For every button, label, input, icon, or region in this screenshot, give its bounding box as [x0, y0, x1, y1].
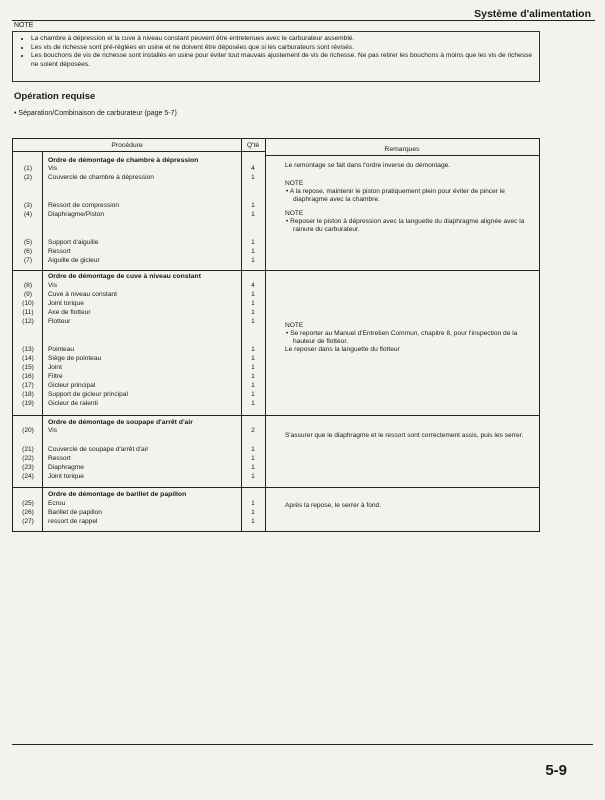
group-remarks — [285, 322, 537, 360]
row-qty: 1 — [251, 202, 255, 209]
row-label: Vis — [48, 427, 58, 434]
row-number: (19) — [22, 400, 34, 407]
row-qty: 1 — [251, 391, 255, 398]
row-label: Couvercle de chambre à dépression — [48, 174, 154, 181]
remark-text: S'assurer que le diaphragme et le ressort sont correctement assis, puis les serrer. — [285, 432, 524, 439]
row-qty: 1 — [251, 239, 255, 246]
operation-text: Séparation/Combinaison de carburateur (page 5-7) — [18, 110, 177, 117]
remark-note-label: NOTE — [285, 210, 304, 217]
table-row — [13, 473, 539, 481]
table-row — [13, 400, 539, 408]
row-label: ressort de rappel — [48, 518, 98, 525]
row-number: (17) — [22, 382, 34, 389]
row-qty: 1 — [251, 355, 255, 362]
bottom-rule — [12, 744, 593, 745]
row-qty: 1 — [251, 400, 255, 407]
group-title: Ordre de démontage de cuve à niveau constant — [48, 273, 201, 280]
row-label: Ressort — [48, 248, 71, 255]
row-number: (26) — [22, 509, 34, 516]
note-label: NOTE — [14, 22, 34, 29]
header-rule — [12, 20, 595, 21]
row-qty: 1 — [251, 309, 255, 316]
row-qty: 1 — [251, 446, 255, 453]
column-header-procedure: Procédure — [111, 142, 143, 149]
row-qty: 1 — [251, 455, 255, 462]
table-row — [13, 364, 539, 372]
row-number: (18) — [22, 391, 34, 398]
note-item: • Les bouchons de vis de richesse sont installés en usine pour éviter tout mauvais ajustement de vis de richesse. Ne pas retirer les bouchons à moins que les vis de richesse ne soient déposées. — [31, 52, 533, 69]
table-row — [13, 300, 539, 308]
row-label: Vis — [48, 282, 58, 289]
table-row — [13, 391, 539, 399]
remark-text: Le reposer dans la languette du flotteur — [285, 346, 400, 353]
row-number: (14) — [22, 355, 34, 362]
row-number: (7) — [23, 257, 33, 264]
row-qty: 1 — [251, 174, 255, 181]
table-row — [13, 518, 539, 526]
group-divider — [13, 415, 539, 416]
row-qty: 1 — [251, 211, 255, 218]
row-qty: 1 — [251, 500, 255, 507]
row-number: (2) — [23, 174, 33, 181]
note-box — [12, 31, 540, 82]
remark-note: • A la repose, maintenir le piston pratiquement plein pour éviter de pincer le diaphragme avec la chambre. — [286, 188, 505, 203]
row-label: Support de gicleur principal — [48, 391, 128, 398]
row-number: (13) — [22, 346, 34, 353]
table-row — [13, 464, 539, 472]
row-qty: 1 — [251, 382, 255, 389]
note-item: • Les vis de richesse sont pré-réglées en usine et ne doivent être déposées que si les carburateurs sont révisés. — [31, 44, 533, 53]
row-number: (16) — [22, 373, 34, 380]
row-qty: 1 — [251, 518, 255, 525]
row-label: Pointeau — [48, 346, 75, 353]
row-number: (9) — [23, 291, 33, 298]
row-qty: 1 — [251, 248, 255, 255]
page-number: 5-9 — [545, 762, 567, 779]
row-label: Vis — [48, 165, 58, 172]
row-label: Axe de flotteur — [48, 309, 91, 316]
row-number: (10) — [22, 300, 34, 307]
remark-note-text: A la repose, maintenir le piston pratiquement plein pour éviter de pincer le diaphragme avec la chambre. — [289, 188, 505, 203]
group-divider — [13, 270, 539, 271]
row-label: Support d'aiguille — [48, 239, 99, 246]
remark-text: Le remontage se fait dans l'ordre inverse du démontage. — [285, 162, 451, 169]
row-number: (8) — [23, 282, 33, 289]
column-header-qty: Q'té — [246, 142, 260, 149]
row-label: Barillet de papillon — [48, 509, 102, 516]
row-qty: 4 — [251, 165, 255, 172]
row-number: (24) — [22, 473, 34, 480]
row-number: (15) — [22, 364, 34, 371]
row-qty: 1 — [251, 346, 255, 353]
remark-note-label: NOTE — [285, 322, 304, 329]
remark-note-text: Se reporter au Manuel d'Entretien Commun, chapitre 8, pour l'inspection de la hauteur de flotteur. — [290, 330, 518, 345]
table-row — [13, 282, 539, 290]
row-number: (22) — [22, 455, 34, 462]
row-qty: 1 — [251, 291, 255, 298]
row-qty: 2 — [251, 427, 255, 434]
group-title: Ordre de démontage de soupape d'arrêt d'air — [48, 419, 193, 426]
row-label: Gicleur principal — [48, 382, 96, 389]
remark-note-label: NOTE — [285, 180, 304, 187]
row-label: Ressort — [48, 455, 71, 462]
row-label: Filtre — [48, 373, 63, 380]
row-label: Diaphragme — [48, 464, 84, 471]
row-number: (11) — [22, 309, 34, 316]
row-number: (3) — [23, 202, 33, 209]
row-qty: 1 — [251, 464, 255, 471]
remark-note-text: Reposer le piston à dépression avec la languette du diaphragme alignée avec la rainure du carburateur. — [290, 218, 525, 233]
remark-note: • Reposer le piston à dépression avec la languette du diaphragme alignée avec la rainure du carburateur. — [286, 218, 525, 233]
row-qty: 1 — [251, 473, 255, 480]
table-row — [13, 257, 539, 265]
row-number: (5) — [23, 239, 33, 246]
row-number: (6) — [23, 248, 33, 255]
row-number: (1) — [23, 165, 33, 172]
row-label: Diaphragme/Piston — [48, 211, 105, 218]
header-rule — [265, 155, 539, 156]
table-row — [13, 455, 539, 463]
row-number: (23) — [22, 464, 34, 471]
table-row — [13, 248, 539, 256]
row-number: (4) — [23, 211, 33, 218]
row-qty: 1 — [251, 300, 255, 307]
remark-note: • Se reporter au Manuel d'Entretien Commun, chapitre 8, pour l'inspection de la hauteur de flotteur. — [286, 330, 518, 345]
group-remarks — [285, 432, 537, 446]
procedure-table — [12, 138, 540, 532]
note-item: • La chambre à dépression et la cuve à niveau constant peuvent être entretenues avec le carburateur assemblé. — [31, 35, 533, 44]
row-number: (21) — [22, 446, 34, 453]
table-row — [13, 291, 539, 299]
remark-text: Après la repose, le serrer à fond. — [285, 502, 382, 509]
row-label: Joint torique — [48, 300, 84, 307]
row-number: (25) — [22, 500, 34, 507]
header-rule — [13, 151, 265, 152]
row-label: Ecrou — [48, 500, 66, 507]
table-row — [13, 373, 539, 381]
row-qty: 4 — [251, 282, 255, 289]
row-number: (27) — [22, 518, 34, 525]
row-qty: 1 — [251, 373, 255, 380]
table-row — [13, 382, 539, 390]
row-label: Gicleur de ralenti — [48, 400, 98, 407]
row-qty: 1 — [251, 318, 255, 325]
group-title: Ordre de démontage de barillet de papillon — [48, 491, 187, 498]
row-label: Couvercle de soupape d'arrêt d'air — [48, 446, 149, 453]
table-row — [13, 239, 539, 247]
row-qty: 1 — [251, 364, 255, 371]
row-qty: 1 — [251, 509, 255, 516]
operation-item: • Séparation/Combinaison de carburateur (page 5-7) — [14, 110, 177, 117]
group-title: Ordre de démontage de chambre à dépression — [48, 157, 199, 164]
table-row — [13, 446, 539, 454]
row-label: Ressort de compression — [48, 202, 120, 209]
row-label: Joint torique — [48, 473, 84, 480]
section-title: Opération requise — [14, 91, 96, 102]
row-label: Siège de pointeau — [48, 355, 102, 362]
row-qty: 1 — [251, 257, 255, 264]
page-header-title: Système d'alimentation — [474, 8, 591, 20]
group-remarks — [285, 162, 537, 240]
group-divider — [13, 487, 539, 488]
table-row — [13, 309, 539, 317]
column-header-remarks: Remarques — [384, 146, 420, 153]
row-label: Joint — [48, 364, 62, 371]
row-label: Aiguille de gicleur — [48, 257, 100, 264]
row-label: Cuve à niveau constant — [48, 291, 117, 298]
row-number: (20) — [22, 427, 34, 434]
group-remarks — [285, 502, 537, 516]
row-label: Flotteur — [48, 318, 71, 325]
row-number: (12) — [22, 318, 34, 325]
